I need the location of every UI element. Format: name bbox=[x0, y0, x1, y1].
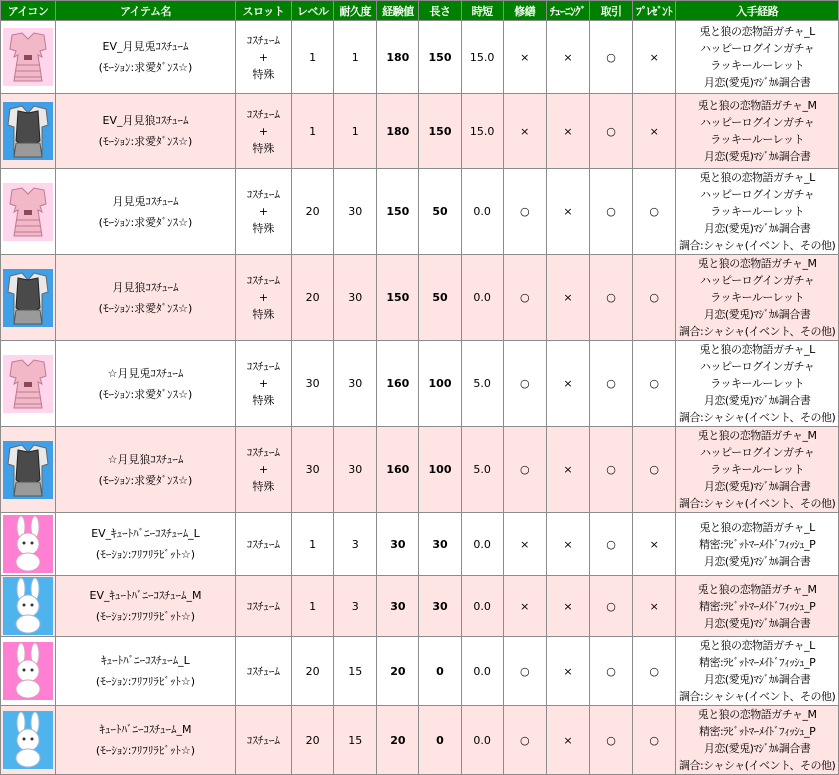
length-cell: 0 bbox=[419, 706, 461, 775]
item-motion: (ﾓｰｼｮﾝ:求愛ﾀﾞﾝｽ☆) bbox=[98, 61, 193, 74]
slot-type: ｺｽﾁｭｰﾑ bbox=[246, 33, 280, 47]
length-cell: 100 bbox=[419, 341, 461, 427]
length-cell: 30 bbox=[419, 513, 461, 576]
tuning-cell: × bbox=[546, 427, 589, 513]
length-cell: 50 bbox=[419, 169, 461, 255]
durability-cell: 1 bbox=[334, 94, 377, 169]
tuning-cell: × bbox=[546, 94, 589, 169]
tuning-cell: × bbox=[546, 637, 589, 706]
time-cell: 0.0 bbox=[461, 706, 503, 775]
header-item-name: アイテム名 bbox=[56, 1, 236, 21]
routes-cell bbox=[676, 576, 839, 637]
item-motion: (ﾓｰｼｮﾝ:求愛ﾀﾞﾝｽ☆) bbox=[98, 473, 193, 487]
slot-type: ｺｽﾁｭｰﾑ bbox=[246, 599, 280, 613]
route-line: 精密:ﾗﾋﾞｯﾄﾏｰﾒｲﾄﾞﾌｨｯｼｭ_P bbox=[698, 656, 816, 669]
slot-special: 特殊 bbox=[252, 480, 275, 493]
item-name-cell bbox=[56, 637, 236, 706]
level-cell: 1 bbox=[292, 94, 334, 169]
icon-cell bbox=[1, 255, 56, 341]
repair-cell: × bbox=[503, 21, 546, 94]
slot-cell bbox=[235, 427, 291, 513]
wolf-vest-icon bbox=[2, 440, 54, 500]
route-line: 調合:シャシャ(イベント、その他) bbox=[678, 690, 836, 703]
slot-cell bbox=[235, 513, 291, 576]
exp-cell: 20 bbox=[377, 706, 419, 775]
route-line: ハッピーログインガチャ bbox=[700, 42, 815, 55]
slot-plus: + bbox=[258, 124, 269, 138]
routes-cell bbox=[676, 169, 839, 255]
present-cell: × bbox=[633, 513, 676, 576]
durability-cell: 3 bbox=[334, 576, 377, 637]
header-repair: 修繕 bbox=[503, 1, 546, 21]
route-line: 月恋(愛兎)ﾏｼﾞｶﾙ調合書 bbox=[703, 616, 811, 630]
trade-cell: ○ bbox=[590, 21, 633, 94]
durability-cell: 1 bbox=[334, 21, 377, 94]
present-cell: × bbox=[633, 576, 676, 637]
level-cell: 1 bbox=[292, 576, 334, 637]
exp-cell: 150 bbox=[377, 169, 419, 255]
trade-cell: ○ bbox=[590, 94, 633, 169]
route-line: 精密:ﾗﾋﾞｯﾄﾏｰﾒｲﾄﾞﾌｨｯｼｭ_P bbox=[698, 725, 816, 738]
icon-cell bbox=[1, 169, 56, 255]
route-line: 兎と狼の恋物語ガチャ_M bbox=[697, 429, 817, 442]
header-level: レベル bbox=[292, 1, 334, 21]
table-row bbox=[1, 706, 839, 775]
rabbit-dress-icon bbox=[2, 182, 54, 242]
tuning-cell: × bbox=[546, 576, 589, 637]
item-name-cell bbox=[56, 427, 236, 513]
item-name: EV_ｷｭｰﾄﾊﾞﾆｰｺｽﾁｭｰﾑ_M bbox=[89, 589, 202, 602]
item-name-cell bbox=[56, 513, 236, 576]
slot-special: 特殊 bbox=[252, 308, 275, 321]
icon-cell bbox=[1, 576, 56, 637]
item-name-cell bbox=[56, 341, 236, 427]
header-tuning: ﾁｭｰﾆﾝｸﾞ bbox=[546, 1, 589, 21]
tuning-cell: × bbox=[546, 706, 589, 775]
item-name: ☆月見狼ｺｽﾁｭｰﾑ bbox=[107, 452, 184, 466]
route-line: ハッピーログインガチャ bbox=[700, 116, 815, 129]
item-name-cell bbox=[56, 255, 236, 341]
item-motion: (ﾓｰｼｮﾝ:求愛ﾀﾞﾝｽ☆) bbox=[98, 301, 193, 315]
level-cell: 20 bbox=[292, 637, 334, 706]
route-line: ハッピーログインガチャ bbox=[700, 274, 815, 287]
route-line: 調合:シャシャ(イベント、その他) bbox=[678, 411, 836, 424]
slot-special: 特殊 bbox=[252, 222, 275, 235]
level-cell: 30 bbox=[292, 341, 334, 427]
exp-cell: 160 bbox=[377, 427, 419, 513]
route-line: 精密:ﾗﾋﾞｯﾄﾏｰﾒｲﾄﾞﾌｨｯｼｭ_P bbox=[698, 599, 816, 613]
icon-cell bbox=[1, 706, 56, 775]
level-cell: 20 bbox=[292, 255, 334, 341]
repair-cell: ○ bbox=[503, 169, 546, 255]
routes-cell bbox=[676, 706, 839, 775]
route-line: 兎と狼の恋物語ガチャ_M bbox=[697, 257, 817, 270]
header-time: 時短 bbox=[461, 1, 503, 21]
route-line: 月恋(愛兎)ﾏｼﾞｶﾙ調合書 bbox=[703, 673, 811, 686]
durability-cell: 15 bbox=[334, 637, 377, 706]
slot-cell bbox=[235, 169, 291, 255]
repair-cell: × bbox=[503, 94, 546, 169]
tuning-cell: × bbox=[546, 341, 589, 427]
icon-cell bbox=[1, 513, 56, 576]
repair-cell: × bbox=[503, 513, 546, 576]
route-line: 月恋(愛兎)ﾏｼﾞｶﾙ調合書 bbox=[703, 150, 811, 163]
slot-cell bbox=[235, 637, 291, 706]
slot-special: 特殊 bbox=[252, 394, 275, 407]
item-motion: (ﾓｰｼｮﾝ:ﾌﾘﾌﾘﾗﾋﾞｯﾄ☆) bbox=[95, 548, 196, 561]
route-line: 兎と狼の恋物語ガチャ_L bbox=[699, 25, 815, 38]
time-cell: 0.0 bbox=[461, 576, 503, 637]
table-row bbox=[1, 21, 839, 94]
exp-cell: 30 bbox=[377, 513, 419, 576]
level-cell: 1 bbox=[292, 513, 334, 576]
route-line: 月恋(愛兎)ﾏｼﾞｶﾙ調合書 bbox=[703, 308, 811, 321]
header-row bbox=[1, 1, 839, 21]
route-line: 精密:ﾗﾋﾞｯﾄﾏｰﾒｲﾄﾞﾌｨｯｼｭ_P bbox=[698, 537, 816, 551]
present-cell: ○ bbox=[633, 169, 676, 255]
repair-cell: ○ bbox=[503, 341, 546, 427]
routes-cell bbox=[676, 255, 839, 341]
route-line: 兎と狼の恋物語ガチャ_L bbox=[699, 171, 815, 184]
route-line: 月恋(愛兎)ﾏｼﾞｶﾙ調合書 bbox=[703, 742, 811, 755]
header-present: ﾌﾟﾚｾﾞﾝﾄ bbox=[633, 1, 676, 21]
present-cell: ○ bbox=[633, 255, 676, 341]
repair-cell: ○ bbox=[503, 637, 546, 706]
time-cell: 15.0 bbox=[461, 94, 503, 169]
exp-cell: 150 bbox=[377, 255, 419, 341]
table-row bbox=[1, 513, 839, 576]
item-name: EV_ｷｭｰﾄﾊﾞﾆｰｺｽﾁｭｰﾑ_L bbox=[91, 527, 200, 540]
routes-cell bbox=[676, 427, 839, 513]
item-name: ｷｭｰﾄﾊﾞﾆｰｺｽﾁｭｰﾑ_L bbox=[101, 654, 190, 667]
exp-cell: 180 bbox=[377, 21, 419, 94]
table-row bbox=[1, 255, 839, 341]
table-row bbox=[1, 341, 839, 427]
slot-cell bbox=[235, 341, 291, 427]
header-slot: スロット bbox=[235, 1, 291, 21]
item-motion: (ﾓｰｼｮﾝ:ﾌﾘﾌﾘﾗﾋﾞｯﾄ☆) bbox=[95, 744, 196, 757]
header-routes: 入手経路 bbox=[676, 1, 839, 21]
table-row bbox=[1, 427, 839, 513]
present-cell: × bbox=[633, 94, 676, 169]
icon-cell bbox=[1, 94, 56, 169]
trade-cell: ○ bbox=[590, 513, 633, 576]
repair-cell: ○ bbox=[503, 255, 546, 341]
slot-type: ｺｽﾁｭｰﾑ bbox=[246, 360, 280, 373]
item-name: 月見兎ｺｽﾁｭｰﾑ bbox=[112, 194, 179, 208]
item-motion: (ﾓｰｼｮﾝ:求愛ﾀﾞﾝｽ☆) bbox=[98, 215, 193, 229]
length-cell: 150 bbox=[419, 94, 461, 169]
time-cell: 0.0 bbox=[461, 637, 503, 706]
slot-type: ｺｽﾁｭｰﾑ bbox=[246, 274, 280, 287]
slot-cell bbox=[235, 94, 291, 169]
time-cell: 0.0 bbox=[461, 513, 503, 576]
route-line: 月恋(愛兎)ﾏｼﾞｶﾙ調合書 bbox=[703, 480, 811, 493]
table-row bbox=[1, 94, 839, 169]
route-line: 月恋(愛兎)ﾏｼﾞｶﾙ調合書 bbox=[703, 76, 811, 89]
slot-type: ｺｽﾁｭｰﾑ bbox=[246, 733, 280, 747]
present-cell: × bbox=[633, 21, 676, 94]
repair-cell: × bbox=[503, 576, 546, 637]
slot-type: ｺｽﾁｭｰﾑ bbox=[246, 188, 280, 201]
route-line: 月恋(愛兎)ﾏｼﾞｶﾙ調合書 bbox=[703, 554, 811, 568]
time-cell: 0.0 bbox=[461, 255, 503, 341]
pink-bunny-icon bbox=[2, 514, 54, 574]
slot-plus: + bbox=[258, 291, 269, 304]
durability-cell: 15 bbox=[334, 706, 377, 775]
item-motion: (ﾓｰｼｮﾝ:求愛ﾀﾞﾝｽ☆) bbox=[98, 135, 193, 148]
trade-cell: ○ bbox=[590, 637, 633, 706]
time-cell: 15.0 bbox=[461, 21, 503, 94]
tuning-cell: × bbox=[546, 255, 589, 341]
header-durability: 耐久度 bbox=[334, 1, 377, 21]
tuning-cell: × bbox=[546, 169, 589, 255]
route-line: 兎と狼の恋物語ガチャ_L bbox=[699, 343, 815, 356]
slot-cell bbox=[235, 576, 291, 637]
item-name-cell bbox=[56, 576, 236, 637]
route-line: ラッキールーレット bbox=[710, 133, 804, 146]
present-cell: ○ bbox=[633, 706, 676, 775]
route-line: 月恋(愛兎)ﾏｼﾞｶﾙ調合書 bbox=[703, 222, 811, 235]
slot-type: ｺｽﾁｭｰﾑ bbox=[246, 664, 280, 678]
route-line: 兎と狼の恋物語ガチャ_L bbox=[699, 520, 815, 534]
time-cell: 0.0 bbox=[461, 169, 503, 255]
level-cell: 20 bbox=[292, 169, 334, 255]
route-line: 調合:シャシャ(イベント、その他) bbox=[678, 497, 836, 510]
level-cell: 30 bbox=[292, 427, 334, 513]
slot-cell bbox=[235, 255, 291, 341]
item-name: ☆月見兎ｺｽﾁｭｰﾑ bbox=[107, 366, 184, 380]
level-cell: 20 bbox=[292, 706, 334, 775]
route-line: ラッキールーレット bbox=[710, 377, 804, 390]
wolf-vest-icon bbox=[2, 268, 54, 328]
routes-cell bbox=[676, 94, 839, 169]
icon-cell bbox=[1, 21, 56, 94]
slot-type: ｺｽﾁｭｰﾑ bbox=[246, 446, 280, 459]
route-line: ハッピーログインガチャ bbox=[700, 446, 815, 459]
route-line: 調合:シャシャ(イベント、その他) bbox=[678, 759, 836, 772]
trade-cell: ○ bbox=[590, 706, 633, 775]
route-line: 兎と狼の恋物語ガチャ_M bbox=[697, 708, 817, 721]
routes-cell bbox=[676, 21, 839, 94]
trade-cell: ○ bbox=[590, 427, 633, 513]
slot-plus: + bbox=[258, 50, 269, 64]
repair-cell: ○ bbox=[503, 427, 546, 513]
time-cell: 5.0 bbox=[461, 427, 503, 513]
exp-cell: 160 bbox=[377, 341, 419, 427]
route-line: 兎と狼の恋物語ガチャ_M bbox=[697, 582, 817, 596]
route-line: ラッキールーレット bbox=[710, 291, 804, 304]
slot-type: ｺｽﾁｭｰﾑ bbox=[246, 537, 280, 551]
durability-cell: 30 bbox=[334, 169, 377, 255]
slot-plus: + bbox=[258, 377, 269, 390]
wolf-vest-icon bbox=[2, 101, 54, 161]
durability-cell: 3 bbox=[334, 513, 377, 576]
length-cell: 30 bbox=[419, 576, 461, 637]
present-cell: ○ bbox=[633, 341, 676, 427]
exp-cell: 30 bbox=[377, 576, 419, 637]
length-cell: 100 bbox=[419, 427, 461, 513]
route-line: ラッキールーレット bbox=[710, 205, 804, 218]
item-motion: (ﾓｰｼｮﾝ:ﾌﾘﾌﾘﾗﾋﾞｯﾄ☆) bbox=[95, 675, 196, 688]
icon-cell bbox=[1, 341, 56, 427]
slot-cell bbox=[235, 706, 291, 775]
blue-bunny-icon bbox=[2, 710, 54, 770]
slot-special: 特殊 bbox=[252, 67, 275, 81]
durability-cell: 30 bbox=[334, 341, 377, 427]
item-name-cell bbox=[56, 169, 236, 255]
pink-bunny-icon bbox=[2, 641, 54, 701]
route-line: 月恋(愛兎)ﾏｼﾞｶﾙ調合書 bbox=[703, 394, 811, 407]
route-line: 兎と狼の恋物語ガチャ_M bbox=[697, 99, 817, 112]
icon-cell bbox=[1, 637, 56, 706]
route-line: ラッキールーレット bbox=[710, 59, 804, 72]
durability-cell: 30 bbox=[334, 255, 377, 341]
item-name: EV_月見兎ｺｽﾁｭｰﾑ bbox=[102, 40, 189, 53]
item-name-cell bbox=[56, 94, 236, 169]
time-cell: 5.0 bbox=[461, 341, 503, 427]
present-cell: ○ bbox=[633, 427, 676, 513]
item-name-cell bbox=[56, 706, 236, 775]
item-name-cell bbox=[56, 21, 236, 94]
durability-cell: 30 bbox=[334, 427, 377, 513]
trade-cell: ○ bbox=[590, 576, 633, 637]
item-name: 月見狼ｺｽﾁｭｰﾑ bbox=[112, 280, 179, 294]
routes-cell bbox=[676, 637, 839, 706]
item-motion: (ﾓｰｼｮﾝ:求愛ﾀﾞﾝｽ☆) bbox=[98, 387, 193, 401]
present-cell: ○ bbox=[633, 637, 676, 706]
length-cell: 150 bbox=[419, 21, 461, 94]
header-icon: アイコン bbox=[1, 1, 56, 21]
slot-cell bbox=[235, 21, 291, 94]
trade-cell: ○ bbox=[590, 169, 633, 255]
length-cell: 50 bbox=[419, 255, 461, 341]
route-line: ラッキールーレット bbox=[710, 463, 804, 476]
rabbit-dress-icon bbox=[2, 354, 54, 414]
icon-cell bbox=[1, 427, 56, 513]
tuning-cell: × bbox=[546, 513, 589, 576]
header-exp: 経験値 bbox=[377, 1, 419, 21]
slot-type: ｺｽﾁｭｰﾑ bbox=[246, 107, 280, 121]
table-row bbox=[1, 576, 839, 637]
blue-bunny-icon bbox=[2, 576, 54, 636]
route-line: 兎と狼の恋物語ガチャ_L bbox=[699, 639, 815, 652]
repair-cell: ○ bbox=[503, 706, 546, 775]
slot-special: 特殊 bbox=[252, 141, 275, 155]
table-row bbox=[1, 169, 839, 255]
level-cell: 1 bbox=[292, 21, 334, 94]
trade-cell: ○ bbox=[590, 341, 633, 427]
item-name: ｷｭｰﾄﾊﾞﾆｰｺｽﾁｭｰﾑ_M bbox=[99, 723, 192, 736]
table-row bbox=[1, 637, 839, 706]
route-line: ハッピーログインガチャ bbox=[700, 188, 815, 201]
route-line: 調合:シャシャ(イベント、その他) bbox=[678, 325, 836, 338]
exp-cell: 20 bbox=[377, 637, 419, 706]
item-motion: (ﾓｰｼｮﾝ:ﾌﾘﾌﾘﾗﾋﾞｯﾄ☆) bbox=[95, 610, 196, 623]
tuning-cell: × bbox=[546, 21, 589, 94]
slot-plus: + bbox=[258, 205, 269, 218]
route-line: 調合:シャシャ(イベント、その他) bbox=[678, 239, 836, 252]
header-length: 長さ bbox=[419, 1, 461, 21]
exp-cell: 180 bbox=[377, 94, 419, 169]
item-name: EV_月見狼ｺｽﾁｭｰﾑ bbox=[102, 114, 189, 127]
header-trade: 取引 bbox=[590, 1, 633, 21]
route-line: ハッピーログインガチャ bbox=[700, 360, 815, 373]
length-cell: 0 bbox=[419, 637, 461, 706]
slot-plus: + bbox=[258, 463, 269, 476]
routes-cell bbox=[676, 513, 839, 576]
trade-cell: ○ bbox=[590, 255, 633, 341]
rabbit-dress-icon bbox=[2, 27, 54, 87]
routes-cell bbox=[676, 341, 839, 427]
